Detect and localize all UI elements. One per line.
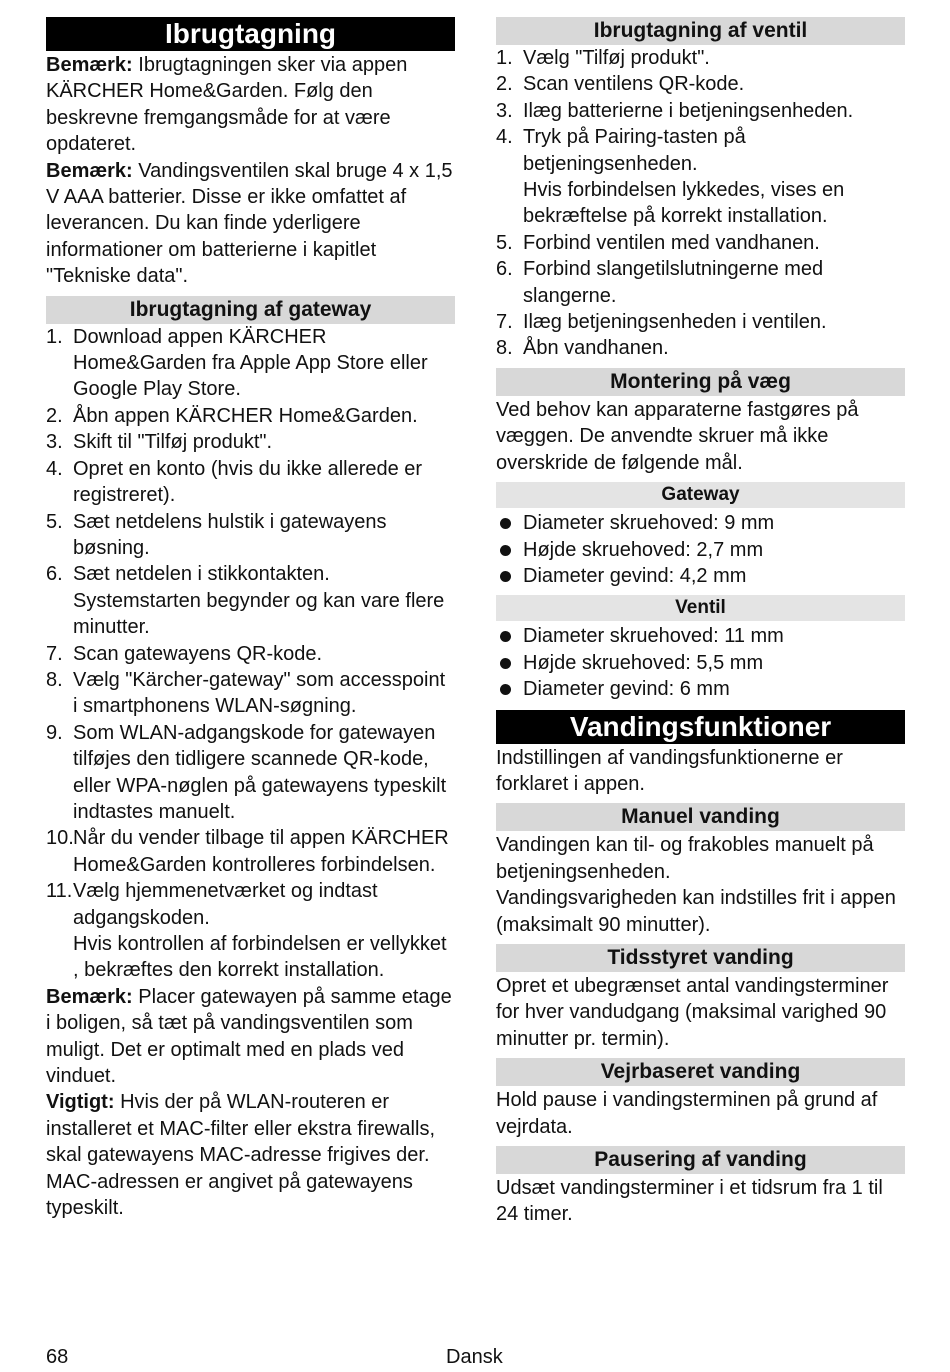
step-text: Vælg hjemmenetværket og indtast adgangskoden. <box>73 880 378 929</box>
step-number: 4. <box>496 126 513 149</box>
step-text: Åbn appen KÄRCHER Home&Garden. <box>73 404 418 427</box>
list-item <box>496 650 905 676</box>
note-text: Ibrugtagningen sker via appen KÄRCHER Home&Garden. Følg den beskrevne fremgangsmåde for at være opdateret. <box>46 54 408 156</box>
note-app <box>46 52 455 158</box>
step-text: Åbn vandhanen. <box>523 337 669 360</box>
step-text: Vælg "Kärcher-gateway" som accesspoint i smartphonens WLAN-søgning. <box>73 668 446 718</box>
list-item <box>496 45 905 71</box>
list-item <box>496 335 905 361</box>
list-item <box>46 641 455 667</box>
step-text: Forbind ventilen med vandhanen. <box>523 231 820 254</box>
list-item <box>46 720 455 826</box>
list-item <box>496 510 905 536</box>
manual-duration-text: Vandingsvarigheden kan indstilles frit i appen (maksimalt 90 minutter). <box>496 887 896 936</box>
list-item <box>496 676 905 702</box>
list-item <box>46 456 455 509</box>
bullet-icon <box>500 571 511 582</box>
language-label: Dansk <box>446 1346 503 1368</box>
subheading-valve: Ventil <box>496 595 905 621</box>
step-number: 9. <box>46 721 63 744</box>
note-text: Vandingsventilen skal bruge 4 x 1,5 V AAA batterier. Disse er ikke omfattet af leverancen. Du kan finde yderligere informationer om batterierne i kapitlet "Tekniske data". <box>46 159 453 288</box>
step-number: 1. <box>46 325 63 348</box>
list-item <box>496 623 905 649</box>
step-number: 2. <box>496 73 513 96</box>
note-batteries <box>46 158 455 290</box>
list-item <box>496 537 905 563</box>
bullet-icon <box>500 545 511 556</box>
heading-valve-setup: Ibrugtagning af ventil <box>496 17 905 45</box>
subheading-gateway: Gateway <box>496 482 905 508</box>
step-number: 1. <box>496 47 513 69</box>
step-number: 8. <box>46 668 63 691</box>
step-number: 5. <box>496 231 513 254</box>
list-item <box>496 124 905 230</box>
step-text: Skift til "Tilføj produkt". <box>73 431 273 454</box>
note-label: Bemærk: <box>46 159 133 182</box>
heading-weather: Vejrbaseret vanding <box>496 1058 905 1086</box>
note-label: Bemærk: <box>46 54 133 76</box>
list-item <box>496 309 905 335</box>
step-number: 5. <box>46 510 63 533</box>
wall-mount-text: Ved behov kan apparaterne fastgøres på væggen. De anvendte skruer må ikke overskride de følgende mål. <box>496 398 859 474</box>
step-text: Scan ventilens QR-kode. <box>523 73 745 96</box>
list-item <box>496 71 905 97</box>
list-item <box>496 256 905 309</box>
heading-wall-mount: Montering på væg <box>496 368 905 396</box>
note-label: Bemærk: <box>46 985 133 1008</box>
list-item <box>46 429 455 455</box>
step-text: Scan gatewayens QR-kode. <box>73 642 323 665</box>
step-text: Vælg "Tilføj produkt". <box>523 47 710 69</box>
step-text: Som WLAN-adgangskode for gatewayen tilføjes den tidligere scannede QR-kode, eller WPA-nøglen på gatewayens typeskilt indtastes manuelt. <box>73 721 447 823</box>
bullet-icon <box>500 658 511 669</box>
important-mac <box>46 1089 455 1221</box>
step-number: 7. <box>46 642 63 665</box>
list-item <box>496 230 905 256</box>
step-number: 11. <box>46 880 73 903</box>
list-item <box>46 509 455 562</box>
list-item <box>496 98 905 124</box>
note-text: Placer gatewayen på samme etage i boligen, så tæt på vandingsventilen som muligt. Det er optimalt med en plads ved vinduet. <box>46 985 452 1088</box>
step-number: 2. <box>46 404 63 427</box>
step-text: Ilæg betjeningsenheden i ventilen. <box>523 311 827 334</box>
spec-text: Højde skruehoved: 5,5 mm <box>523 651 764 674</box>
step-text: Forbind slangetilslutningerne med slangerne. <box>523 258 824 307</box>
step-text: Tryk på Pairing-tasten på betjeningsenheden. <box>523 126 746 175</box>
list-item <box>46 878 455 984</box>
bullet-icon <box>500 684 511 695</box>
pause-text: Udsæt vandingsterminer i et tidsrum fra 1 til 24 timer. <box>496 1177 883 1226</box>
gateway-specs-list <box>496 510 905 589</box>
spec-text: Diameter gevind: 6 mm <box>523 678 730 701</box>
list-item <box>46 561 455 640</box>
important-text: Hvis der på WLAN-routeren er installeret et MAC-filter eller ekstra firewalls, skal gatewayens MAC-adresse frigives der. MAC-adressen er angivet på gatewayens typeskilt. <box>46 1091 435 1220</box>
list-item <box>46 324 455 403</box>
step-text: Sæt netdelens hulstik i gatewayens bøsning. <box>73 510 387 559</box>
step-text: Når du vender tilbage til appen KÄRCHER Home&Garden kontrolleres forbindelsen. <box>73 827 449 876</box>
step-result: Systemstarten begynder og kan vare flere minutter. <box>73 589 445 639</box>
list-item <box>46 825 455 878</box>
spec-text: Diameter skruehoved: 9 mm <box>523 512 775 535</box>
step-number: 6. <box>496 258 513 281</box>
list-item <box>46 667 455 720</box>
valve-steps-list <box>496 45 905 362</box>
step-number: 7. <box>496 311 513 334</box>
step-number: 10. <box>46 827 74 850</box>
page-number: 68 <box>46 1346 69 1368</box>
step-text: Sæt netdelen i stikkontakten. <box>73 563 330 586</box>
section-title-functions: Vandingsfunktioner <box>496 710 905 744</box>
timed-text: Opret et ubegrænset antal vandingsterminer for hver vandudgang (maksimal varighed 90 minutter pr. termin). <box>496 974 889 1050</box>
heading-timed: Tidsstyret vanding <box>496 944 905 972</box>
heading-gateway-setup: Ibrugtagning af gateway <box>46 296 455 324</box>
bullet-icon <box>500 631 511 642</box>
left-column <box>46 17 455 1221</box>
valve-specs-list <box>496 623 905 702</box>
step-number: 6. <box>46 563 63 586</box>
step-text: Opret en konto (hvis du ikke allerede er registreret). <box>73 457 423 507</box>
spec-text: Diameter skruehoved: 11 mm <box>523 625 784 648</box>
step-number: 3. <box>46 431 63 454</box>
step-number: 8. <box>496 337 513 360</box>
section-title-ibrugtagning: Ibrugtagning <box>46 17 455 51</box>
right-column <box>496 17 905 1228</box>
weather-text: Hold pause i vandingsterminen på grund af vejrdata. <box>496 1089 878 1138</box>
spec-text: Diameter gevind: 4,2 mm <box>523 564 747 587</box>
step-number: 4. <box>46 457 63 480</box>
manual-text: Vandingen kan til- og frakobles manuelt på betjeningsenheden. <box>496 834 874 883</box>
spec-text: Højde skruehoved: 2,7 mm <box>523 538 764 561</box>
step-text: Ilæg batterierne i betjeningsenheden. <box>523 99 854 122</box>
list-item <box>496 563 905 589</box>
step-result: Hvis kontrollen af forbindelsen er vellykket , bekræftes den korrekt installation. <box>73 933 447 982</box>
step-text: Download appen KÄRCHER Home&Garden fra Apple App Store eller Google Play Store. <box>73 325 428 401</box>
step-number: 3. <box>496 99 513 122</box>
list-item <box>46 403 455 429</box>
important-label: Vigtigt: <box>46 1091 115 1114</box>
step-result: Hvis forbindelsen lykkedes, vises en bekræftelse på korrekt installation. <box>523 179 845 228</box>
functions-text: Indstillingen af vandingsfunktionerne er forklaret i appen. <box>496 746 843 795</box>
gateway-steps-list <box>46 324 455 984</box>
heading-pause: Pausering af vanding <box>496 1146 905 1174</box>
note-placement <box>46 984 455 1090</box>
bullet-icon <box>500 518 511 529</box>
heading-manual: Manuel vanding <box>496 803 905 831</box>
